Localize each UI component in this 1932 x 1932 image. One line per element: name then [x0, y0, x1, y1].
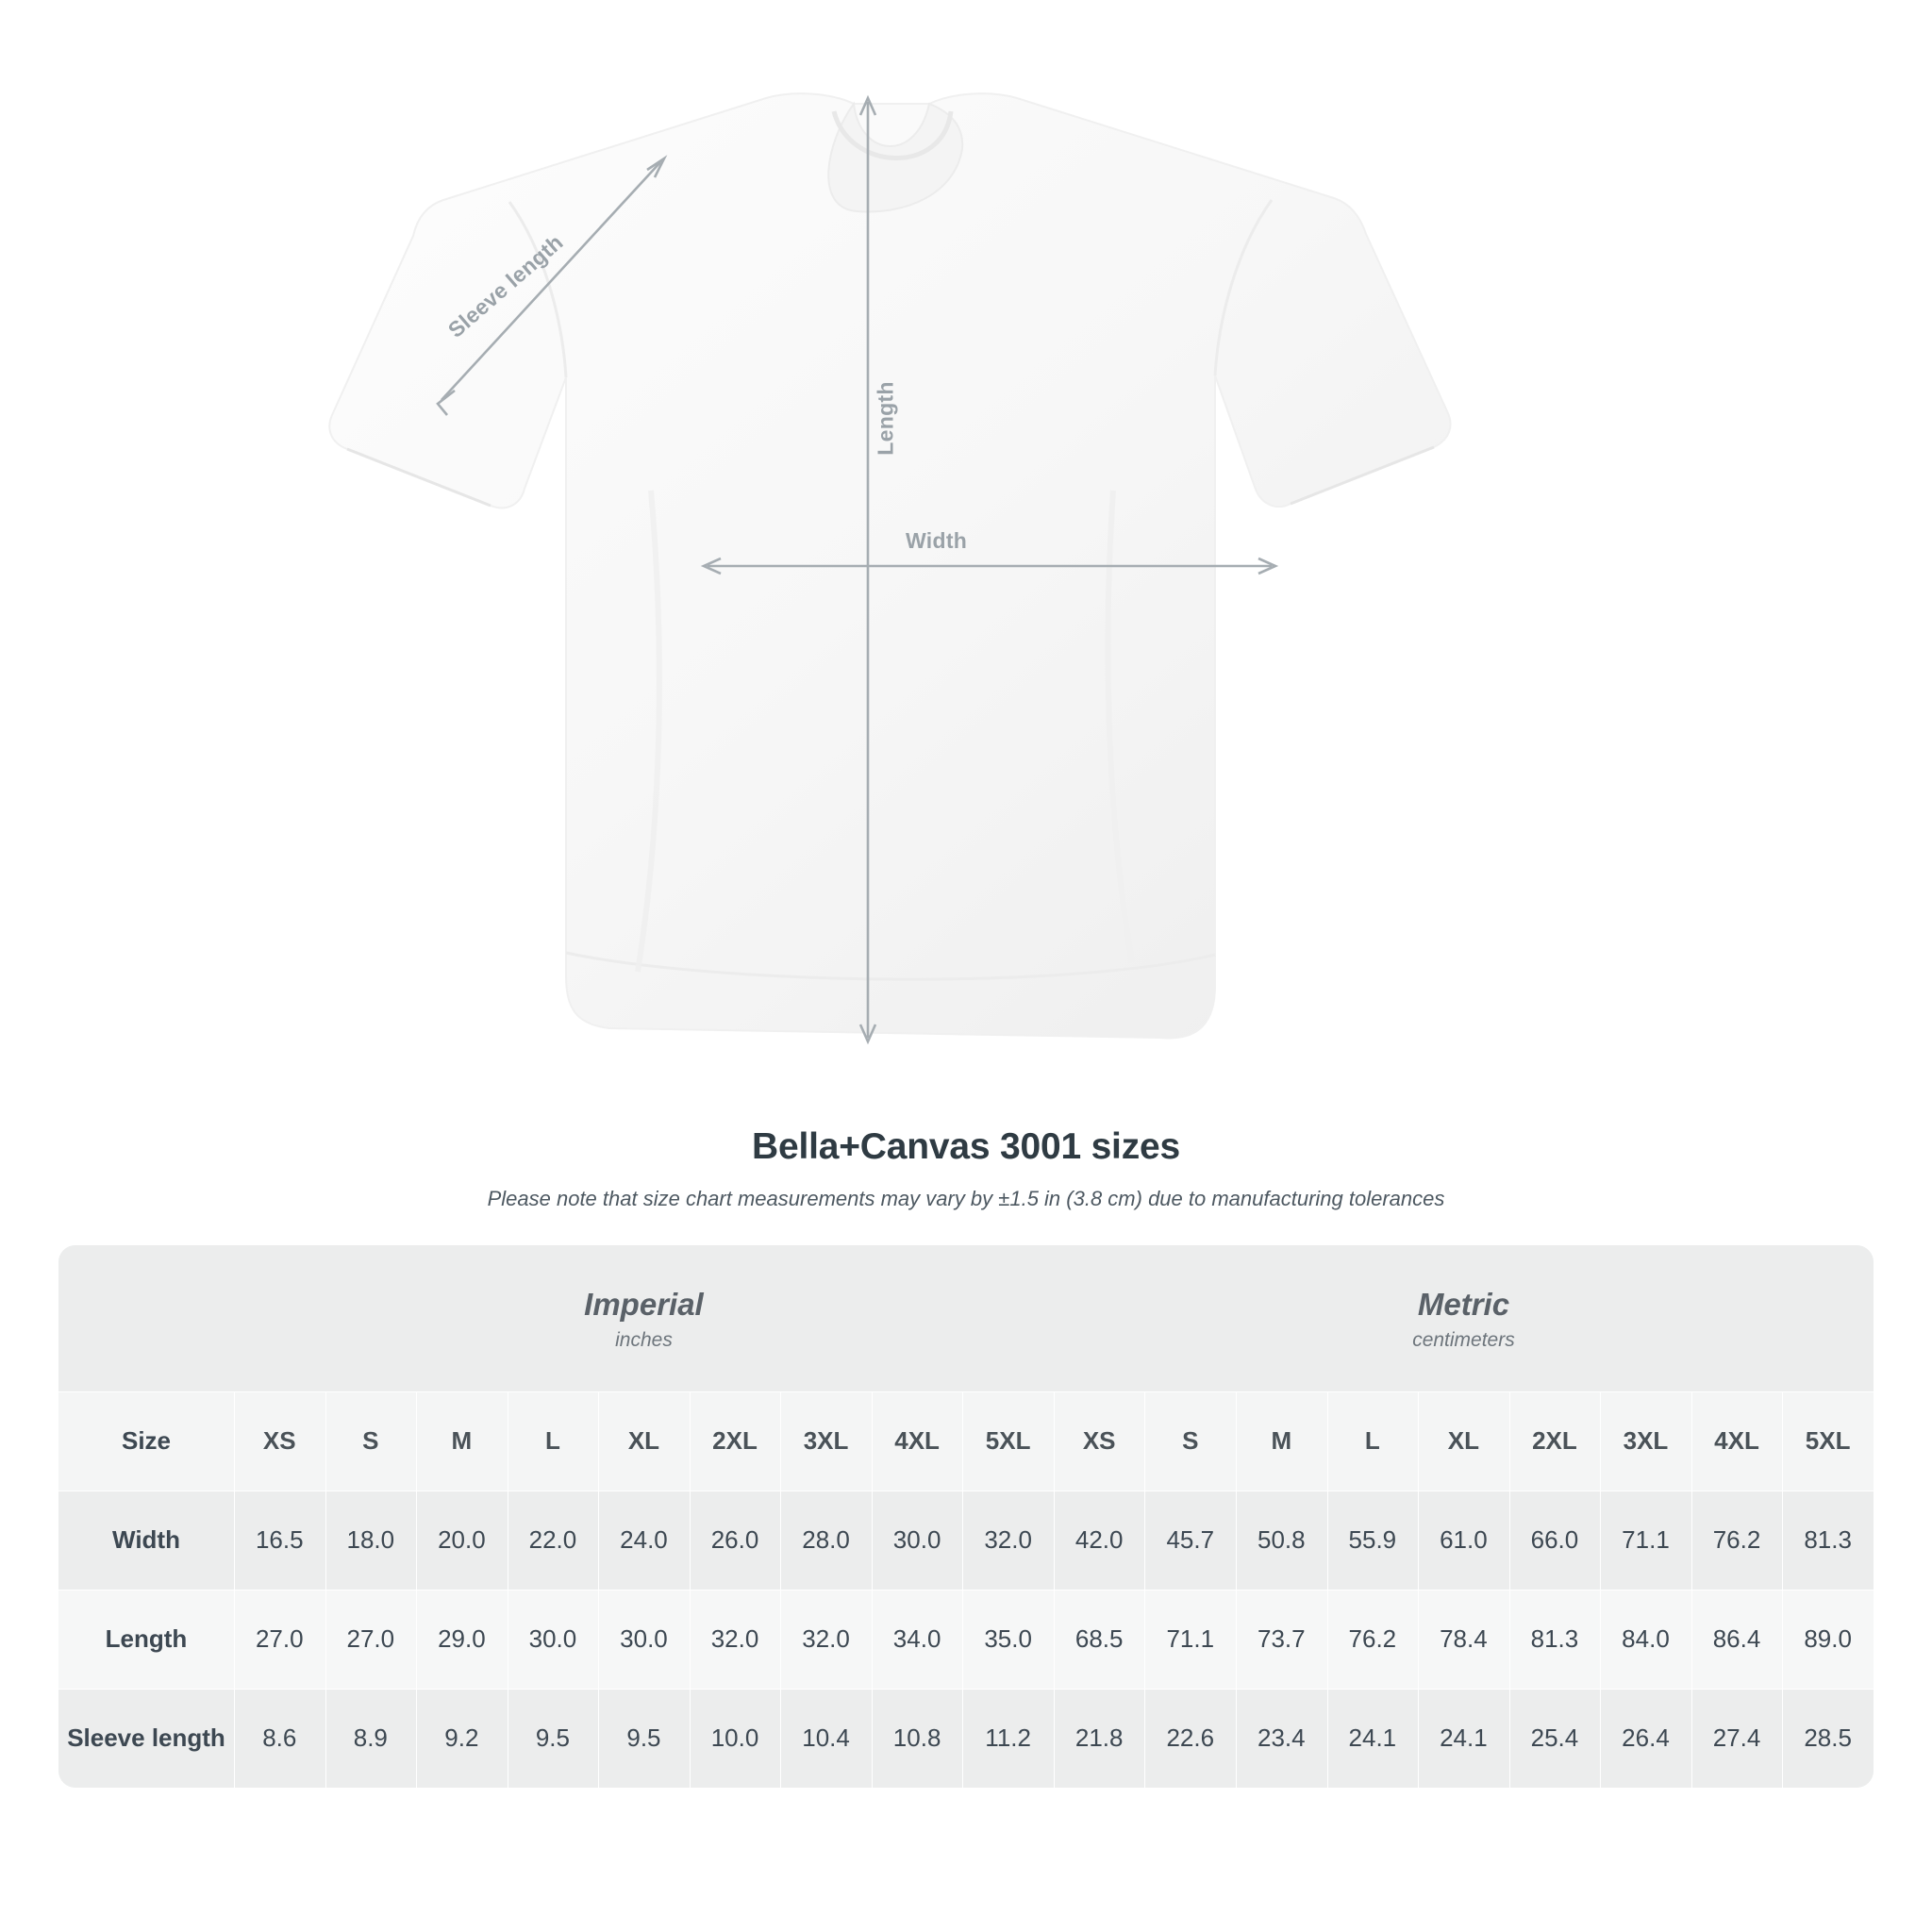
measurement-cell: 10.0	[690, 1689, 781, 1788]
measurement-cell: 78.4	[1418, 1590, 1509, 1689]
size-header-cell: 4XL	[872, 1391, 963, 1491]
page-title: Bella+Canvas 3001 sizes	[752, 1126, 1180, 1167]
measurement-cell: 61.0	[1418, 1491, 1509, 1590]
measurement-cell: 27.4	[1691, 1689, 1783, 1788]
unit-name-metric: Metric	[1417, 1286, 1510, 1322]
measurement-cell: 29.0	[416, 1590, 508, 1689]
measurement-cell: 23.4	[1236, 1689, 1327, 1788]
size-header-cell: L	[1327, 1391, 1419, 1491]
size-header-cell: 5XL	[962, 1391, 1054, 1491]
unit-header-imperial	[234, 1245, 1054, 1391]
size-header-cell: 5XL	[1782, 1391, 1874, 1491]
measurement-cell: 22.6	[1144, 1689, 1236, 1788]
measurement-cell: 71.1	[1144, 1590, 1236, 1689]
unit-header-metric	[1054, 1245, 1874, 1391]
measurement-cell: 28.5	[1782, 1689, 1874, 1788]
measurement-cell: 20.0	[416, 1491, 508, 1590]
measurement-cell: 8.9	[325, 1689, 417, 1788]
measurement-cell: 81.3	[1509, 1590, 1601, 1689]
measurement-cell: 27.0	[325, 1590, 417, 1689]
table-row	[58, 1491, 1874, 1590]
size-header-cell: M	[416, 1391, 508, 1491]
measurement-cell: 30.0	[508, 1590, 599, 1689]
measurement-cell: 86.4	[1691, 1590, 1783, 1689]
size-table-container	[58, 1245, 1874, 1788]
measurement-cell: 71.1	[1600, 1491, 1691, 1590]
measurement-cell: 30.0	[598, 1590, 690, 1689]
measurement-cell: 24.1	[1327, 1689, 1419, 1788]
table-row	[58, 1590, 1874, 1689]
size-header-cell: S	[1144, 1391, 1236, 1491]
size-header-cell: XS	[1054, 1391, 1145, 1491]
unit-header-row	[58, 1245, 1874, 1391]
measurement-cell: 10.4	[780, 1689, 872, 1788]
size-header-cell: 4XL	[1691, 1391, 1783, 1491]
size-header-cell: 3XL	[1600, 1391, 1691, 1491]
measurement-cell: 28.0	[780, 1491, 872, 1590]
measurement-cell: 50.8	[1236, 1491, 1327, 1590]
unit-sub-imperial: inches	[615, 1329, 673, 1352]
measurement-cell: 81.3	[1782, 1491, 1874, 1590]
measurement-cell: 26.4	[1600, 1689, 1691, 1788]
measurement-cell: 25.4	[1509, 1689, 1601, 1788]
measurement-cell: 16.5	[234, 1491, 325, 1590]
tolerance-note: Please note that size chart measurements may vary by ±1.5 in (3.8 cm) due to manufacturing tolerances	[487, 1187, 1445, 1210]
width-label: Width	[906, 528, 968, 553]
size-header-cell: 2XL	[1509, 1391, 1601, 1491]
row-header-length: Length	[58, 1590, 234, 1689]
measurement-cell: 76.2	[1691, 1491, 1783, 1590]
measurement-cell: 32.0	[962, 1491, 1054, 1590]
size-header-cell: 2XL	[690, 1391, 781, 1491]
row-header-sleeve-length: Sleeve length	[58, 1689, 234, 1788]
size-header-cell: XL	[1418, 1391, 1509, 1491]
measurement-cell: 11.2	[962, 1689, 1054, 1788]
measurement-cell: 9.5	[598, 1689, 690, 1788]
measurement-cell: 89.0	[1782, 1590, 1874, 1689]
measurement-cell: 34.0	[872, 1590, 963, 1689]
size-header-cell: M	[1236, 1391, 1327, 1491]
unit-sub-metric: centimeters	[1412, 1329, 1515, 1352]
measurement-cell: 9.2	[416, 1689, 508, 1788]
measurement-cell: 22.0	[508, 1491, 599, 1590]
measurement-cell: 84.0	[1600, 1590, 1691, 1689]
row-header-width: Width	[58, 1491, 234, 1590]
size-header-cell: S	[325, 1391, 417, 1491]
unit-header-spacer	[58, 1245, 234, 1391]
measurement-cell: 55.9	[1327, 1491, 1419, 1590]
measurement-cell: 73.7	[1236, 1590, 1327, 1689]
measurement-cell: 9.5	[508, 1689, 599, 1788]
measurement-cell: 26.0	[690, 1491, 781, 1590]
size-header-cell: 3XL	[780, 1391, 872, 1491]
measurement-cell: 24.1	[1418, 1689, 1509, 1788]
measurement-cell: 66.0	[1509, 1491, 1601, 1590]
measurement-cell: 24.0	[598, 1491, 690, 1590]
table-row	[58, 1689, 1874, 1788]
sleeve-length-label: Sleeve length	[442, 229, 568, 342]
measurement-cell: 32.0	[690, 1590, 781, 1689]
measurement-cell: 35.0	[962, 1590, 1054, 1689]
size-header-label: Size	[58, 1391, 234, 1491]
measurement-cell: 21.8	[1054, 1689, 1145, 1788]
measurement-cell: 76.2	[1327, 1590, 1419, 1689]
size-header-cell: XS	[234, 1391, 325, 1491]
measurement-cell: 10.8	[872, 1689, 963, 1788]
size-header-cell: XL	[598, 1391, 690, 1491]
title-block	[0, 1126, 1932, 1211]
unit-name-imperial: Imperial	[584, 1286, 704, 1322]
measurement-cell: 32.0	[780, 1590, 872, 1689]
measurement-cell: 27.0	[234, 1590, 325, 1689]
size-header-cell: L	[508, 1391, 599, 1491]
size-header-row	[58, 1391, 1874, 1491]
measurement-cell: 42.0	[1054, 1491, 1145, 1590]
length-label: Length	[873, 381, 898, 456]
measurement-cell: 45.7	[1144, 1491, 1236, 1590]
size-table	[58, 1245, 1874, 1788]
measurement-cell: 68.5	[1054, 1590, 1145, 1689]
measurement-cell: 8.6	[234, 1689, 325, 1788]
measurement-cell: 30.0	[872, 1491, 963, 1590]
measurement-cell: 18.0	[325, 1491, 417, 1590]
